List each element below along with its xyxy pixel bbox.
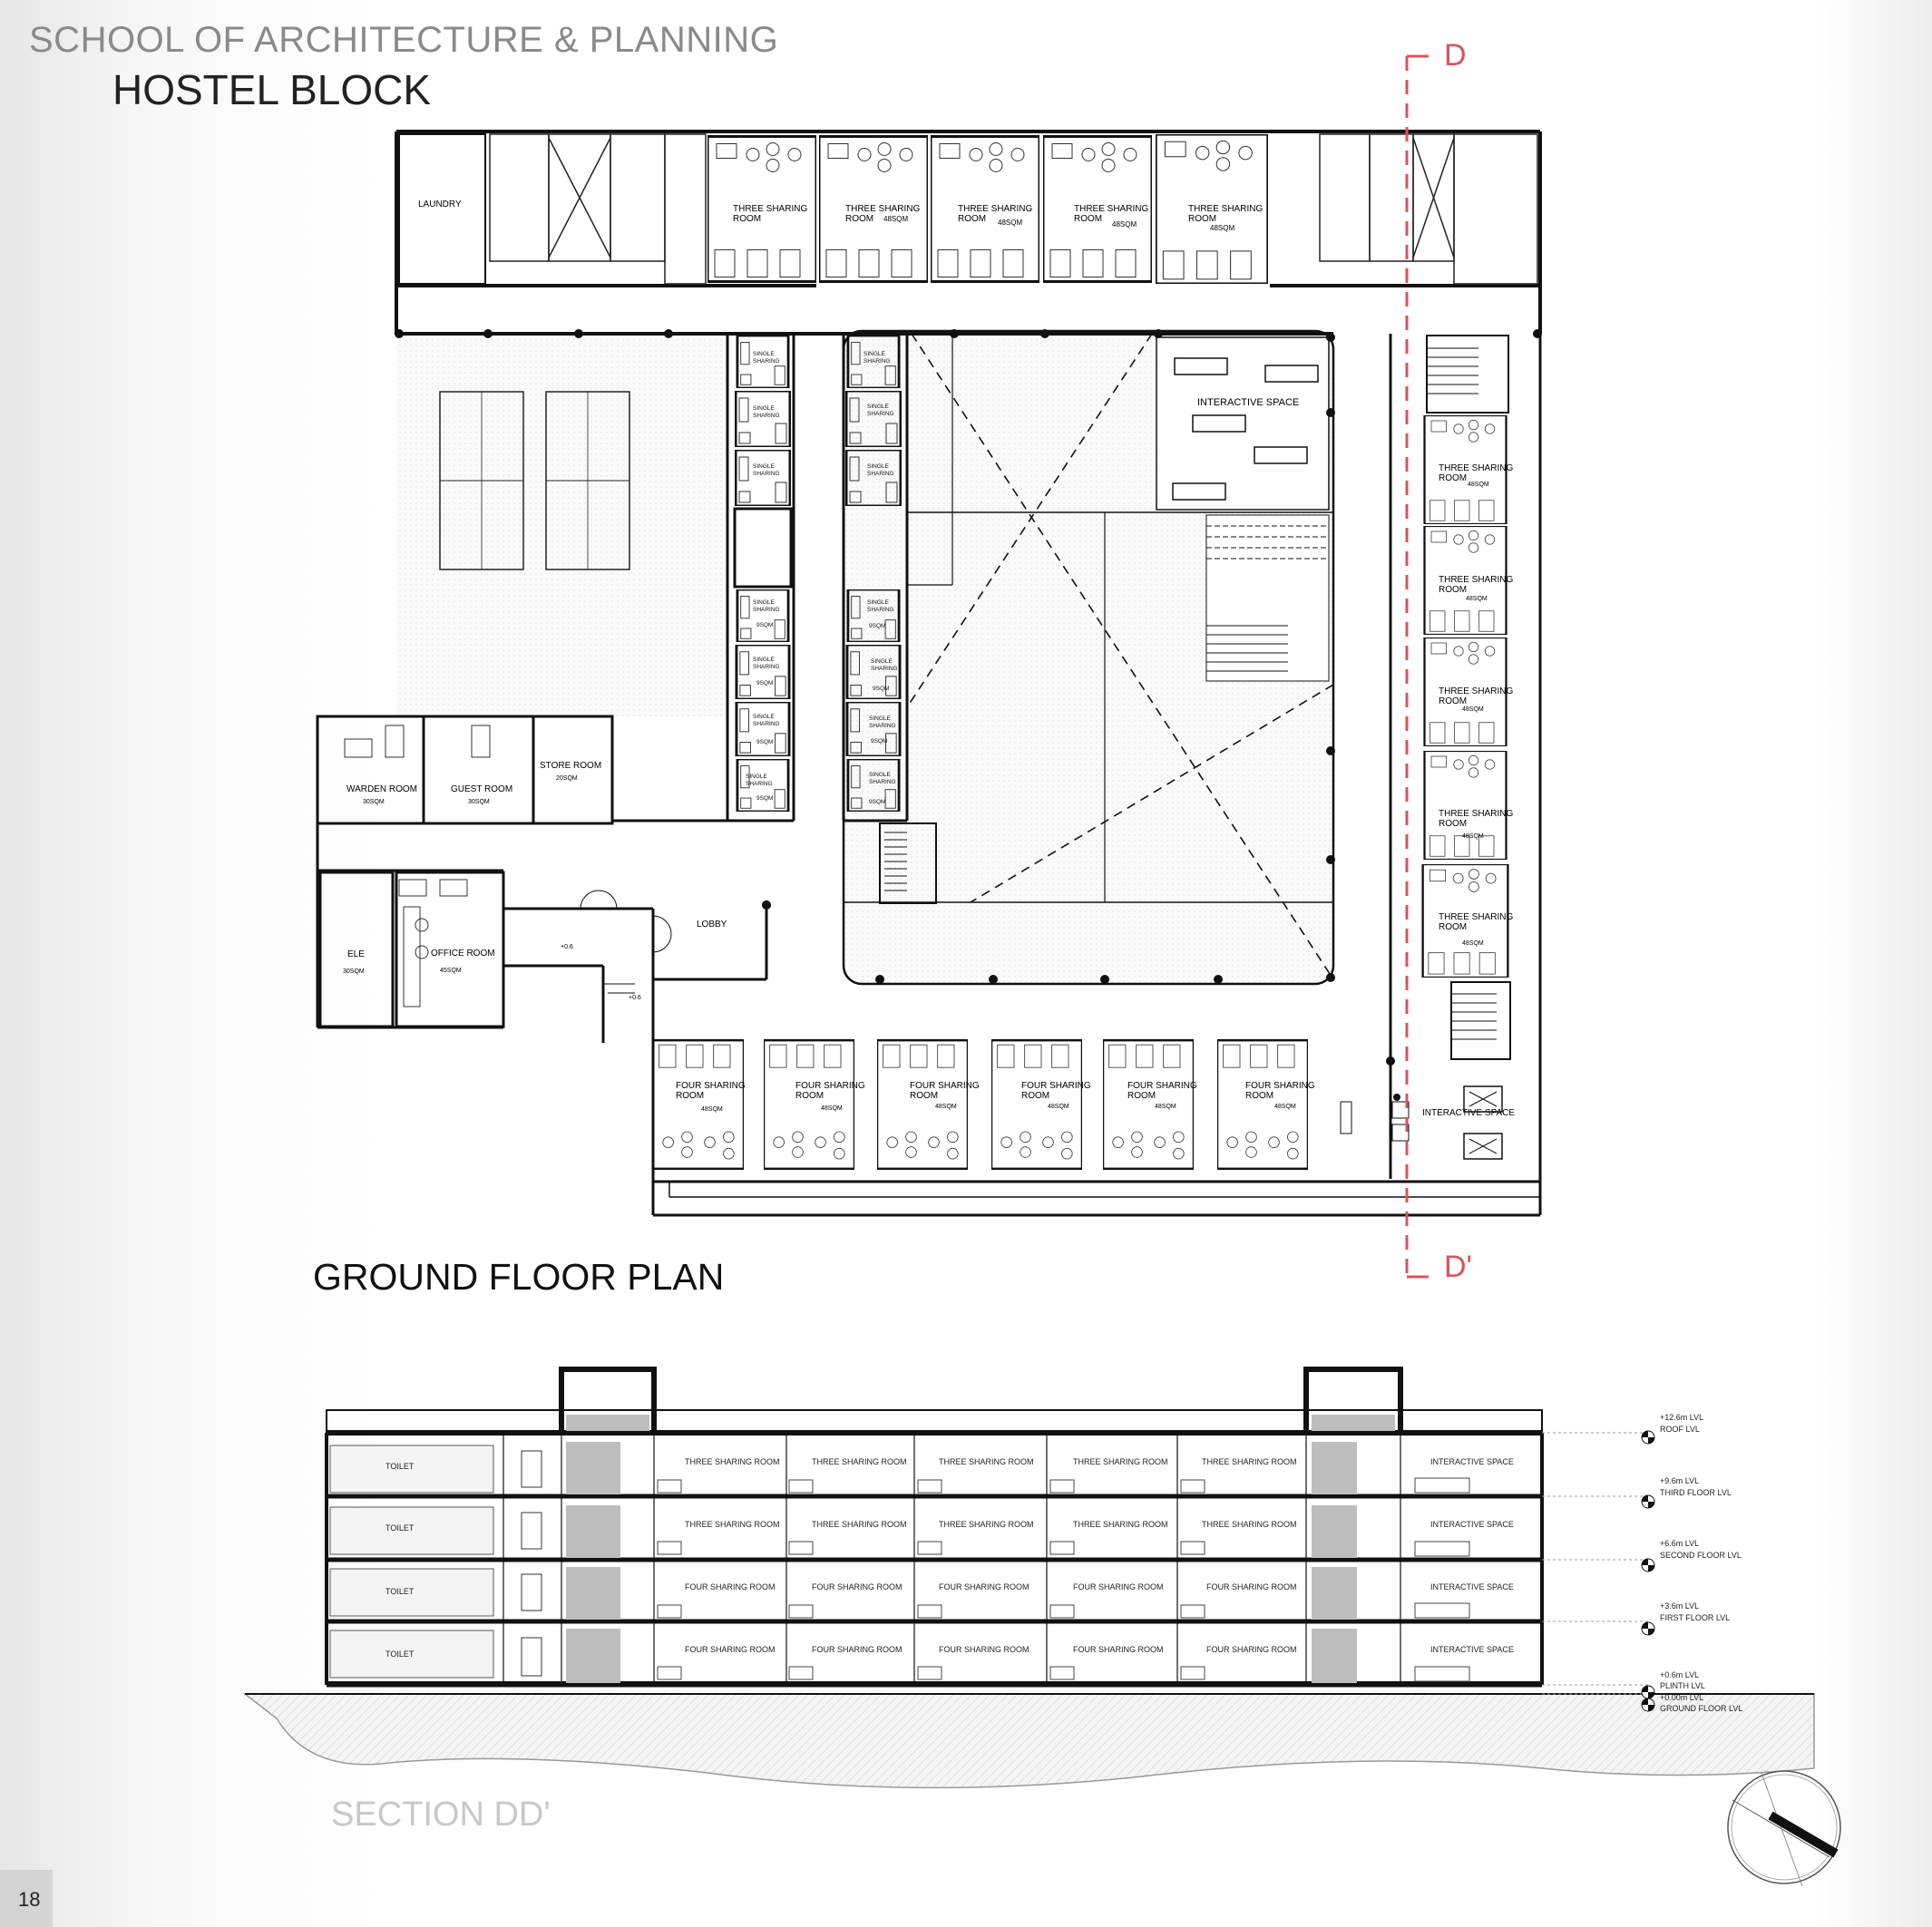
room-label: SINGLE [869, 772, 891, 778]
room-label: SINGLE [746, 774, 767, 780]
room-area: 20SQM [556, 775, 578, 782]
room-label: ROOM [1439, 922, 1468, 932]
section-label: INTERACTIVE SPACE [1430, 1645, 1514, 1654]
room-area: 48SQM [701, 1106, 723, 1113]
room-label: THREE SHARING [1439, 686, 1514, 696]
section-label: FOUR SHARING ROOM [939, 1645, 1029, 1654]
room-label: SINGLE [869, 715, 891, 722]
section-label: THREE SHARING ROOM [812, 1520, 907, 1529]
section-label: THREE SHARING ROOM [1202, 1520, 1297, 1529]
room-label: GUEST ROOM [451, 784, 513, 794]
section-label: INTERACTIVE SPACE [1430, 1520, 1514, 1529]
level-name: ROOF LVL [1660, 1425, 1700, 1434]
level-name: THIRD FLOOR LVL [1660, 1488, 1732, 1497]
section-mark-bottom: D' [1444, 1250, 1473, 1284]
room-area: 48SQM [935, 1104, 957, 1110]
svg-text:INTERACTIVE SPACE: INTERACTIVE SPACE [1197, 397, 1300, 408]
section-label: FOUR SHARING ROOM [812, 1582, 903, 1591]
section-label: THREE SHARING ROOM [685, 1520, 780, 1529]
section-label: INTERACTIVE SPACE [1430, 1582, 1514, 1591]
room-label: LAUNDRY [418, 200, 462, 209]
room-label: FOUR SHARING [1245, 1081, 1315, 1091]
room-label: ROOM [676, 1091, 705, 1101]
room-area: 48SQM [1462, 940, 1484, 947]
room-area: 9SQM [756, 622, 774, 628]
section-label: FOUR SHARING ROOM [685, 1645, 776, 1654]
room-label: SHARING [869, 779, 896, 785]
section-label: THREE SHARING ROOM [1073, 1457, 1168, 1466]
room-label: ROOM [1439, 696, 1468, 706]
room-area: 48SQM [1466, 596, 1488, 602]
room-label: SHARING [869, 723, 896, 729]
room-label: ROOM [795, 1091, 825, 1101]
room-label: SHARING [864, 358, 891, 365]
room-area: 9SQM [756, 680, 774, 686]
room-label: ROOM [733, 214, 762, 224]
room-area: 30SQM [468, 799, 490, 805]
room-label: SHARING [867, 411, 894, 417]
room-area: 9SQM [869, 623, 886, 629]
room-label: THREE SHARING [1188, 204, 1264, 214]
room-label: SHARING [746, 781, 773, 787]
room-label: ROOM [1439, 585, 1468, 595]
level-value: +3.6m LVL [1660, 1601, 1700, 1611]
level-name: PLINTH LVL [1660, 1681, 1705, 1690]
room-area: 30SQM [363, 799, 385, 805]
room-label: FOUR SHARING [910, 1081, 980, 1091]
room-label: LOBBY [697, 920, 727, 929]
room-label: SHARING [753, 607, 780, 613]
section-label: FOUR SHARING ROOM [1206, 1582, 1297, 1591]
room-label: ROOM [1439, 819, 1468, 829]
room-area: 48SQM [1210, 224, 1235, 232]
room-label: ROOM [1021, 1091, 1050, 1101]
room-area: 48SQM [1155, 1104, 1176, 1110]
room-label: ROOM [958, 214, 987, 224]
room-label: SHARING [871, 666, 898, 672]
room-label: ROOM [910, 1091, 939, 1101]
room-label: SINGLE [753, 463, 775, 470]
room-label: SINGLE [867, 404, 889, 410]
room-label: ROOM [1127, 1091, 1156, 1101]
room-label: ROOM [1245, 1091, 1274, 1101]
room-label: SHARING [753, 358, 780, 365]
level-value: +9.6m LVL [1660, 1476, 1700, 1485]
room-label: SINGLE [864, 351, 885, 357]
plan-title: GROUND FLOOR PLAN [313, 1256, 725, 1298]
room-area: 30SQM [343, 968, 365, 975]
level-tag: +0.6 [561, 944, 573, 950]
room-area: 9SQM [871, 738, 888, 745]
room-label: THREE SHARING [1439, 463, 1514, 473]
room-label: SINGLE [867, 599, 889, 606]
room-area: 48SQM [883, 215, 909, 223]
section-label: THREE SHARING ROOM [685, 1457, 780, 1466]
section-label: THREE SHARING ROOM [812, 1457, 907, 1466]
level-name: GROUND FLOOR LVL [1660, 1704, 1743, 1713]
room-label: SINGLE [871, 658, 893, 665]
room-label: SHARING [867, 471, 894, 477]
section-label: FOUR SHARING ROOM [1073, 1645, 1164, 1654]
room-label: SINGLE [753, 657, 775, 663]
section-label: FOUR SHARING ROOM [939, 1582, 1029, 1591]
section-label: TOILET [385, 1523, 415, 1533]
room-area: 48SQM [998, 219, 1023, 227]
section-title: SECTION DD' [331, 1796, 551, 1834]
room-label: FOUR SHARING [1021, 1081, 1091, 1091]
section-label: INTERACTIVE SPACE [1430, 1457, 1514, 1466]
room-label: INTERACTIVE SPACE [1422, 1108, 1516, 1118]
room-area: 9SQM [869, 799, 886, 805]
section-label: FOUR SHARING ROOM [1073, 1582, 1164, 1591]
room-area: 9SQM [756, 795, 774, 802]
level-tag: +0.6 [629, 995, 641, 1001]
level-value: +0.6m LVL [1660, 1670, 1700, 1679]
room-area: 48SQM [1468, 482, 1489, 488]
section-label: FOUR SHARING ROOM [1206, 1645, 1297, 1654]
section-label: TOILET [385, 1462, 415, 1471]
room-area: 48SQM [1274, 1104, 1296, 1110]
room-area: 45SQM [440, 968, 462, 974]
room-area: 48SQM [1112, 220, 1137, 229]
level-value: +0.00m LVL [1660, 1693, 1704, 1702]
room-label: THREE SHARING [733, 204, 808, 214]
room-label: SHARING [753, 664, 780, 670]
room-label: THREE SHARING [1439, 809, 1514, 819]
section-label: TOILET [385, 1650, 415, 1659]
room-label: FOUR SHARING [676, 1081, 746, 1091]
section-label: THREE SHARING ROOM [939, 1520, 1034, 1529]
room-label: THREE SHARING [845, 204, 921, 214]
room-label: FOUR SHARING [1127, 1081, 1197, 1091]
section-label: THREE SHARING ROOM [1202, 1457, 1297, 1466]
section-label: THREE SHARING ROOM [939, 1457, 1034, 1466]
room-label: SINGLE [753, 599, 775, 606]
room-area: 48SQM [1462, 833, 1484, 840]
room-area: 48SQM [1462, 706, 1484, 713]
room-label: THREE SHARING [1439, 912, 1514, 922]
room-label: THREE SHARING [1074, 204, 1149, 214]
block-title: HOSTEL BLOCK [112, 66, 432, 113]
room-area: 9SQM [873, 686, 890, 692]
school-title: SCHOOL OF ARCHITECTURE & PLANNING [29, 20, 779, 60]
room-label: SHARING [753, 413, 780, 419]
room-label: ROOM [1188, 214, 1217, 224]
room-label: SINGLE [753, 714, 775, 720]
room-label: SINGLE [867, 463, 889, 470]
room-label: OFFICE ROOM [431, 949, 495, 959]
room-label: FOUR SHARING [795, 1081, 865, 1091]
room-label: THREE SHARING [1439, 575, 1514, 585]
section-label: FOUR SHARING ROOM [685, 1582, 776, 1591]
room-label: THREE SHARING [958, 204, 1033, 214]
section-label: FOUR SHARING ROOM [812, 1645, 903, 1654]
room-label: ELE [347, 949, 365, 959]
page-number: 18 [18, 1888, 41, 1911]
room-label: SINGLE [753, 405, 775, 412]
level-name: SECOND FLOOR LVL [1660, 1551, 1742, 1560]
room-label: SINGLE [753, 351, 775, 357]
room-label: SHARING [753, 471, 780, 477]
section-mark-top: D [1444, 38, 1467, 73]
room-label: WARDEN ROOM [346, 784, 417, 794]
room-area: 48SQM [821, 1105, 843, 1112]
level-value: +6.6m LVL [1660, 1539, 1700, 1548]
room-label: ROOM [845, 214, 874, 224]
room-area: 48SQM [1048, 1104, 1069, 1110]
room-label: STORE ROOM [540, 761, 602, 771]
level-value: +12.6m LVL [1660, 1413, 1704, 1422]
room-label: ROOM [1074, 214, 1103, 224]
room-label: ROOM [1439, 473, 1468, 483]
section-label: TOILET [385, 1587, 415, 1596]
level-name: FIRST FLOOR LVL [1660, 1613, 1731, 1622]
room-area: 9SQM [756, 739, 774, 745]
room-label: SHARING [753, 721, 780, 727]
room-label: SHARING [867, 607, 894, 613]
section-label: THREE SHARING ROOM [1073, 1520, 1168, 1529]
north-arrow-icon [1716, 1759, 1852, 1895]
